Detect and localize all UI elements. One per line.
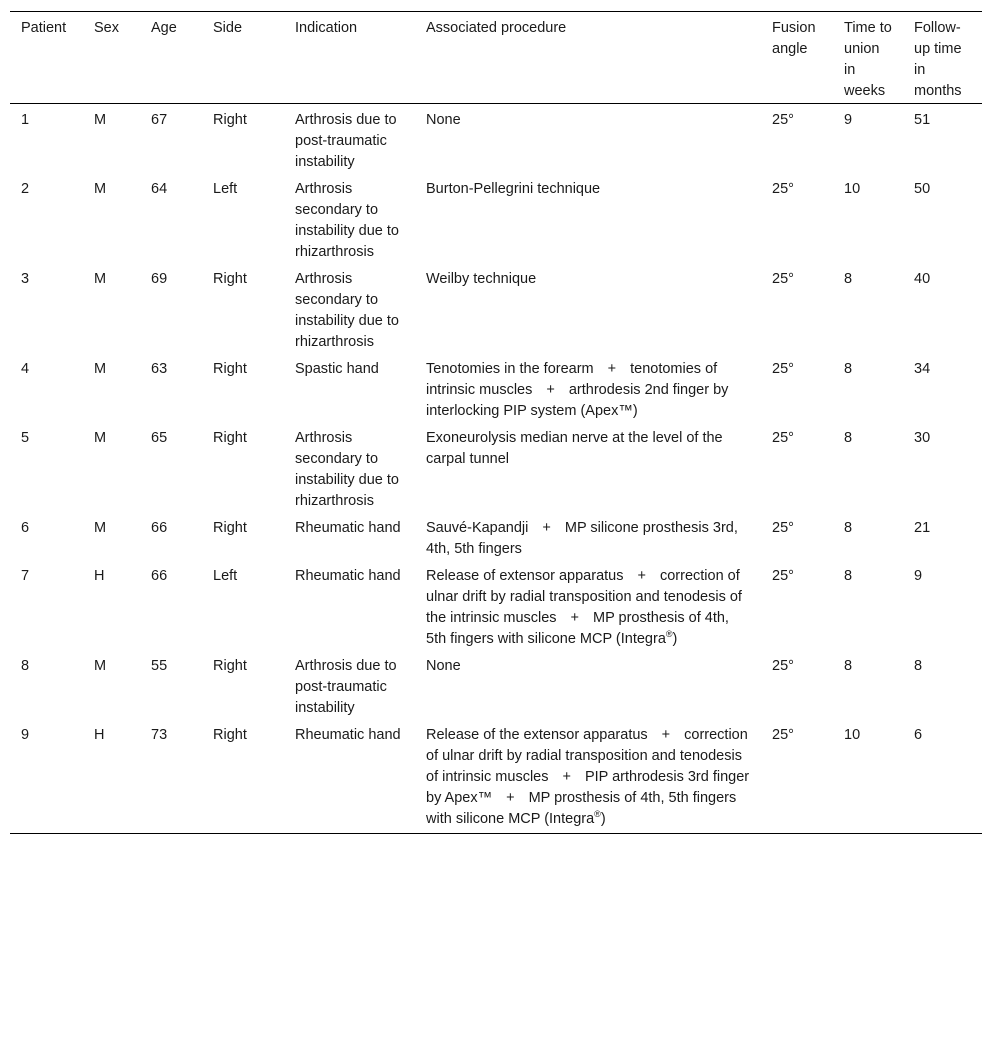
cell-age: 65: [151, 430, 168, 446]
cell-time-to-union: 8: [844, 271, 853, 287]
cell-age: 69: [151, 271, 168, 287]
cell-time-to-union: 10: [844, 727, 861, 743]
cell-fusion-angle: 25°: [772, 181, 794, 197]
cell-time-to-union: 8: [844, 520, 853, 536]
patients-table: [10, 11, 982, 834]
cell-procedure: [415, 512, 761, 560]
cell-procedure: [415, 650, 761, 719]
cell-age: 66: [151, 568, 168, 584]
procedure-part: Sauvé-Kapandji: [426, 520, 529, 536]
header-row: [10, 12, 982, 104]
table-row: [10, 263, 982, 353]
procedure-part: Release of extensor apparatus: [426, 568, 624, 584]
cell-fusion-angle: 25°: [772, 727, 794, 743]
cell-side: Left: [213, 181, 238, 197]
cell-fusion-angle: 25°: [772, 658, 794, 674]
header-sex: Sex: [83, 12, 140, 104]
header-follow-up: Follow-up time in months: [903, 12, 982, 104]
plus-separator: +: [562, 769, 571, 785]
cell-procedure: [415, 104, 761, 174]
procedure-part: tenotomies of intrinsic muscles: [426, 361, 718, 398]
cell-patient: 2: [21, 181, 30, 197]
cell-indication: Arthrosis due to post-traumatic instability: [295, 112, 397, 170]
cell-follow-up: 50: [914, 181, 931, 197]
cell-follow-up: 9: [914, 568, 923, 584]
header-procedure: Associated procedure: [415, 12, 761, 104]
cell-side: Right: [213, 271, 247, 287]
cell-indication: Arthrosis secondary to instability due to rhizarthrosis: [295, 430, 399, 509]
table-row: [10, 560, 982, 650]
cell-indication: Arthrosis secondary to instability due to rhizarthrosis: [295, 271, 399, 350]
cell-time-to-union: 9: [844, 112, 853, 128]
header-side: Side: [202, 12, 284, 104]
cell-time-to-union: 8: [844, 361, 853, 377]
cell-indication: Spastic hand: [295, 361, 379, 377]
plus-separator: +: [542, 520, 551, 536]
cell-time-to-union: 8: [844, 568, 853, 584]
procedure-part: arthrodesis 2nd finger by interlocking PIP system (Apex™): [426, 382, 729, 419]
cell-indication: Rheumatic hand: [295, 520, 401, 536]
cell-fusion-angle: 25°: [772, 430, 794, 446]
cell-procedure: [415, 719, 761, 834]
table-row: [10, 719, 982, 834]
plus-separator: +: [546, 382, 555, 398]
cell-patient: 4: [21, 361, 30, 377]
cell-fusion-angle: 25°: [772, 568, 794, 584]
cell-follow-up: 30: [914, 430, 931, 446]
cell-procedure: [415, 173, 761, 263]
cell-side: Right: [213, 430, 247, 446]
cell-fusion-angle: 25°: [772, 271, 794, 287]
procedure-part: MP prosthesis of 4th, 5th fingers with silicone MCP (Integra®): [426, 610, 729, 647]
cell-sex: H: [94, 568, 105, 584]
plus-separator: +: [607, 361, 617, 377]
cell-procedure: [415, 263, 761, 353]
procedure-part: correction of ulnar drift by radial transposition and tenodesis of the intrinsic muscles: [426, 568, 742, 626]
cell-sex: M: [94, 520, 107, 536]
cell-sex: M: [94, 361, 107, 377]
cell-age: 66: [151, 520, 168, 536]
cell-fusion-angle: 25°: [772, 520, 794, 536]
cell-time-to-union: 8: [844, 430, 853, 446]
procedure-part: Tenotomies in the forearm: [426, 361, 594, 377]
header-fusion-angle: Fusion angle: [761, 12, 833, 104]
cell-sex: M: [94, 658, 107, 674]
cell-side: Right: [213, 727, 247, 743]
table-row: [10, 173, 982, 263]
cell-sex: M: [94, 430, 107, 446]
cell-procedure: [415, 422, 761, 512]
cell-patient: 6: [21, 520, 30, 536]
cell-side: Right: [213, 361, 247, 377]
procedure-part: Release of the extensor apparatus: [426, 727, 648, 743]
cell-indication: Arthrosis due to post-traumatic instability: [295, 658, 397, 716]
table-row: [10, 104, 982, 174]
procedure-part: None: [426, 658, 461, 674]
cell-side: Left: [213, 568, 238, 584]
cell-patient: 9: [21, 727, 30, 743]
cell-sex: H: [94, 727, 105, 743]
procedure-part: MP silicone prosthesis 3rd, 4th, 5th fingers: [426, 520, 738, 557]
plus-separator: +: [570, 610, 580, 626]
cell-sex: M: [94, 271, 107, 287]
cell-patient: 7: [21, 568, 30, 584]
cell-follow-up: 21: [914, 520, 931, 536]
cell-age: 55: [151, 658, 168, 674]
cell-age: 67: [151, 112, 168, 128]
table-row: [10, 512, 982, 560]
cell-side: Right: [213, 658, 247, 674]
cell-procedure: [415, 560, 761, 650]
cell-patient: 1: [21, 112, 30, 128]
procedure-part: PIP arthrodesis 3rd finger by Apex™: [426, 769, 750, 806]
procedure-part: Burton-Pellegrini technique: [426, 181, 601, 197]
cell-follow-up: 6: [914, 727, 923, 743]
cell-patient: 3: [21, 271, 30, 287]
cell-follow-up: 34: [914, 361, 931, 377]
header-patient: Patient: [10, 12, 83, 104]
cell-procedure: [415, 353, 761, 422]
plus-separator: +: [506, 790, 515, 806]
cell-follow-up: 8: [914, 658, 923, 674]
procedure-part: Exoneurolysis median nerve at the level of the carpal tunnel: [426, 430, 723, 467]
cell-time-to-union: 8: [844, 658, 853, 674]
header-time-to-union: Time to union in weeks: [833, 12, 903, 104]
cell-indication: Rheumatic hand: [295, 568, 401, 584]
table-row: [10, 422, 982, 512]
header-age: Age: [140, 12, 202, 104]
cell-fusion-angle: 25°: [772, 361, 794, 377]
cell-indication: Rheumatic hand: [295, 727, 401, 743]
procedure-part: Weilby technique: [426, 271, 537, 287]
table-row: [10, 650, 982, 719]
cell-sex: M: [94, 181, 107, 197]
plus-separator: +: [661, 727, 671, 743]
cell-time-to-union: 10: [844, 181, 861, 197]
cell-side: Right: [213, 112, 247, 128]
cell-age: 63: [151, 361, 168, 377]
cell-patient: 5: [21, 430, 30, 446]
procedure-part: None: [426, 112, 461, 128]
plus-separator: +: [637, 568, 646, 584]
cell-age: 64: [151, 181, 168, 197]
cell-age: 73: [151, 727, 168, 743]
table-row: [10, 353, 982, 422]
cell-follow-up: 51: [914, 112, 931, 128]
cell-patient: 8: [21, 658, 30, 674]
cell-follow-up: 40: [914, 271, 931, 287]
header-indication: Indication: [284, 12, 415, 104]
cell-indication: Arthrosis secondary to instability due to rhizarthrosis: [295, 181, 399, 260]
procedure-part: MP prosthesis of 4th, 5th fingers with silicone MCP (Integra®): [426, 790, 737, 827]
cell-sex: M: [94, 112, 107, 128]
cell-side: Right: [213, 520, 247, 536]
cell-fusion-angle: 25°: [772, 112, 794, 128]
procedure-part: correction of ulnar drift by radial transposition and tenodesis of intrinsic muscles: [426, 727, 748, 785]
